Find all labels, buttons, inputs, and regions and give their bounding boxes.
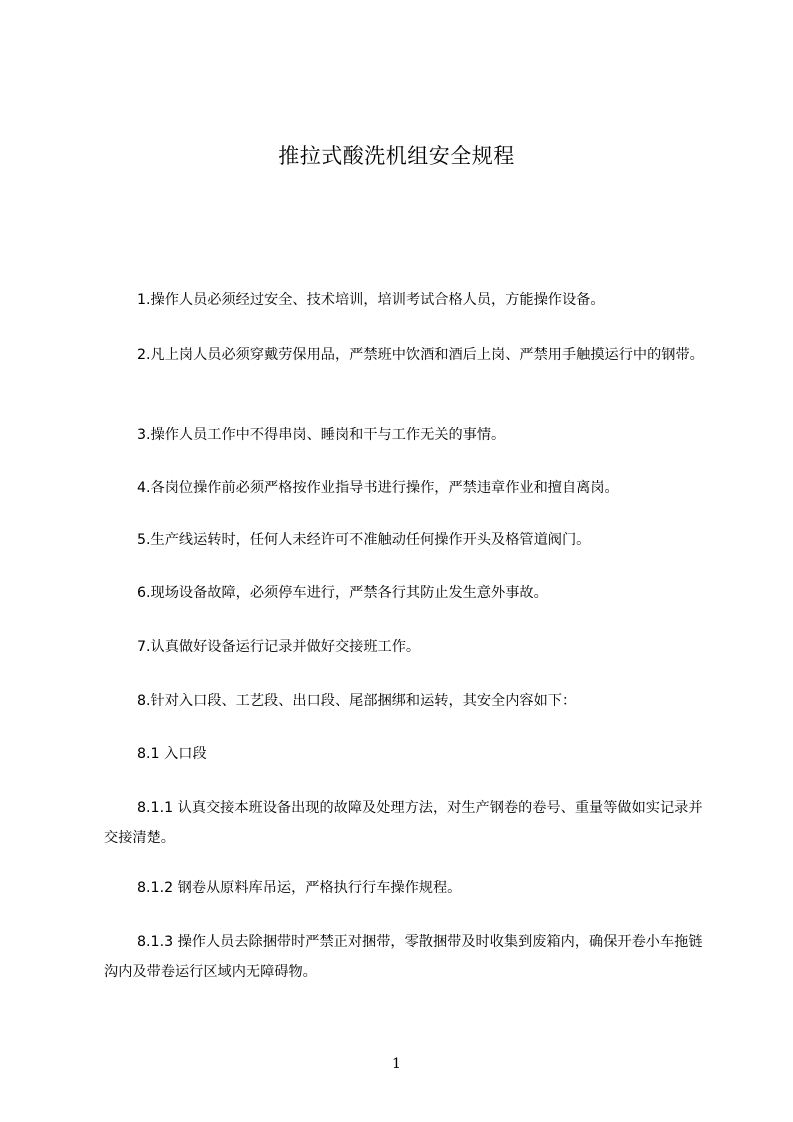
page-number: 1 xyxy=(392,1056,401,1072)
paragraph-1: 1.操作人员必须经过安全、技术培训，培训考试合格人员，方能操作设备。 xyxy=(137,292,605,308)
paragraph-8-1-1: 8.1.1 认真交接本班设备出现的故障及处理方法，对生产钢卷的卷号、重量等做如实记录并交接清楚。 xyxy=(104,800,703,846)
paragraph-5: 5.生产线运转时，任何人未经许可不准触动任何操作开头及格管道阀门。 xyxy=(137,532,591,548)
paragraph-7: 7.认真做好设备运行记录并做好交接班工作。 xyxy=(137,639,421,655)
paragraph-6: 6.现场设备故障，必须停车进行，严禁各行其防止发生意外事故。 xyxy=(137,585,548,601)
paragraph-8-1-2: 8.1.2 钢卷从原料库吊运，严格执行行车操作规程。 xyxy=(137,880,462,896)
page-title: 推拉式酸洗机组安全规程 xyxy=(278,144,515,168)
paragraph-8: 8.针对入口段、工艺段、出口段、尾部捆绑和运转，其安全内容如下： xyxy=(137,693,577,709)
section-heading-8-1: 8.1 入口段 xyxy=(137,746,207,762)
paragraph-3: 3.操作人员工作中不得串岗、睡岗和干与工作无关的事情。 xyxy=(137,427,506,443)
paragraph-4: 4.各岗位操作前必须严格按作业指导书进行操作，严禁违章作业和擅自离岗。 xyxy=(137,480,619,496)
paragraph-2: 2.凡上岗人员必须穿戴劳保用品，严禁班中饮酒和酒后上岗、严禁用手触摸运行中的钢带。 xyxy=(137,347,704,363)
paragraph-8-1-3: 8.1.3 操作人员去除捆带时严禁正对捆带，零散捆带及时收集到废箱内，确保开卷小车拖链沟内及带卷运行区域内无障碍物。 xyxy=(104,934,703,980)
